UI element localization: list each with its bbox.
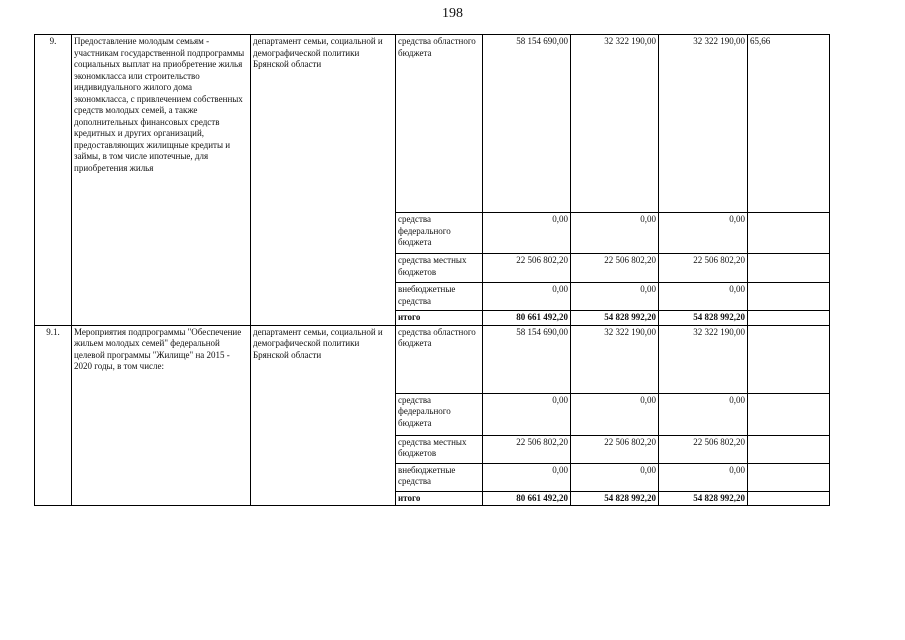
percent-cell [748,393,830,435]
funding-source: средства местных бюджетов [396,254,483,283]
amount-col2: 22 506 802,20 [571,435,659,463]
section-number: 9.1. [35,325,72,506]
amount-col2: 0,00 [571,213,659,254]
amount-planned: 22 506 802,20 [483,254,571,283]
funding-source: средства областного бюджета [396,325,483,393]
section-number: 9. [35,35,72,326]
amount-planned: 0,00 [483,213,571,254]
funding-source: внебюджетные средства [396,463,483,491]
amount-col2: 32 322 190,00 [571,325,659,393]
percent-cell [748,435,830,463]
section-title: Предоставление молодым семьям - участникам государственной подпрограммы социальных выплат на приобретение жилья экономкласса или строительство индивидуального жилого дома экономкласса, с привлечением собственных средств молодых семей, а также дополнительных финансовых средств кредитных и других организаций, предоставляющих жилищные кредиты и займы, в том числе ипотечные, для приобретения жилья [72,35,251,326]
amount-planned: 0,00 [483,283,571,311]
percent-cell [748,213,830,254]
percent-cell [748,254,830,283]
total-planned: 80 661 492,20 [483,491,571,506]
table-row [35,35,830,213]
percent-cell [748,463,830,491]
funding-source: внебюджетные средства [396,283,483,311]
amount-col2: 0,00 [571,283,659,311]
percent-cell [748,491,830,506]
budget-table [34,34,830,506]
amount-col2: 0,00 [571,393,659,435]
amount-planned: 0,00 [483,393,571,435]
section-executor: департамент семьи, социальной и демографической политики Брянской области [251,325,396,506]
section-title: Мероприятия подпрограммы "Обеспечение жильем молодых семей" федеральной целевой программы "Жилище" на 2015 - 2020 годы, в том числе: [72,325,251,506]
total-col3: 54 828 992,20 [659,311,748,326]
percent-cell [748,283,830,311]
amount-planned: 58 154 690,00 [483,325,571,393]
section-executor: департамент семьи, социальной и демографической политики Брянской области [251,35,396,326]
amount-col3: 32 322 190,00 [659,325,748,393]
percent-cell [748,311,830,326]
funding-source: средства федерального бюджета [396,213,483,254]
total-col2: 54 828 992,20 [571,311,659,326]
total-planned: 80 661 492,20 [483,311,571,326]
amount-col3: 0,00 [659,283,748,311]
funding-source-total: итого [396,491,483,506]
amount-col3: 22 506 802,20 [659,435,748,463]
funding-source: средства федерального бюджета [396,393,483,435]
amount-col3: 0,00 [659,463,748,491]
percent-cell [748,325,830,393]
percent-cell: 65,66 [748,35,830,213]
amount-col2: 0,00 [571,463,659,491]
total-col3: 54 828 992,20 [659,491,748,506]
amount-col2: 22 506 802,20 [571,254,659,283]
total-col2: 54 828 992,20 [571,491,659,506]
funding-source: средства областного бюджета [396,35,483,213]
amount-planned: 22 506 802,20 [483,435,571,463]
amount-col2: 32 322 190,00 [571,35,659,213]
page-number: 198 [442,6,463,21]
amount-col3: 0,00 [659,393,748,435]
amount-planned: 0,00 [483,463,571,491]
amount-col3: 32 322 190,00 [659,35,748,213]
amount-planned: 58 154 690,00 [483,35,571,213]
table-row [35,325,830,393]
amount-col3: 22 506 802,20 [659,254,748,283]
funding-source-total: итого [396,311,483,326]
funding-source: средства местных бюджетов [396,435,483,463]
amount-col3: 0,00 [659,213,748,254]
